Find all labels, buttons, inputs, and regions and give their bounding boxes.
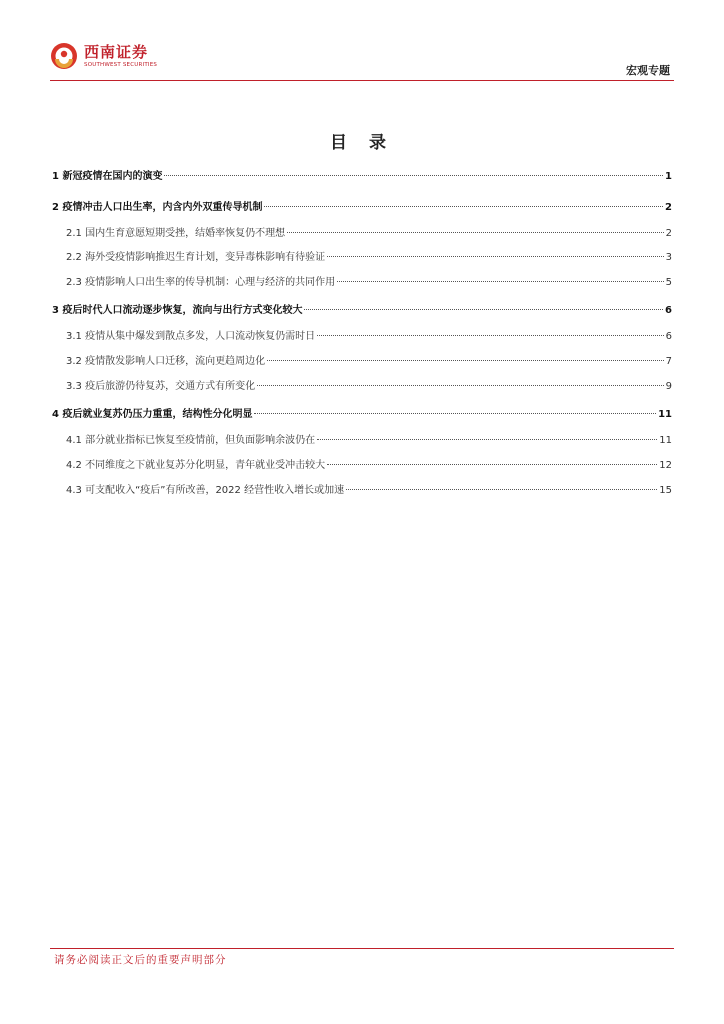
toc-page-number: 5	[665, 277, 672, 288]
toc-page-number: 2	[665, 202, 672, 213]
toc-entry-1[interactable]	[52, 170, 672, 184]
toc-entry-text: 4.2 不同维度之下就业复苏分化明显，青年就业受冲击较大	[66, 460, 326, 471]
toc-page-number: 3	[665, 252, 672, 263]
toc-entry-4[interactable]	[52, 408, 672, 422]
toc-leader-dots	[327, 464, 657, 465]
toc-page-number: 7	[665, 356, 672, 367]
toc-entry-text: 3 疫后时代人口流动逐步恢复，流向与出行方式变化较大	[52, 305, 303, 316]
toc-leader-dots	[267, 360, 664, 361]
toc-leader-dots	[346, 489, 657, 490]
toc-entry-text: 1 新冠疫情在国内的演变	[52, 171, 163, 182]
toc-leader-dots	[287, 232, 664, 233]
toc-entry-text: 3.3 疫后旅游仍待复苏，交通方式有所变化	[66, 381, 256, 392]
toc-leader-dots	[254, 413, 656, 414]
toc-leader-dots	[317, 335, 664, 336]
toc-leader-dots	[317, 439, 657, 440]
toc-page-number: 6	[665, 305, 672, 316]
toc-leader-dots	[257, 385, 664, 386]
section-label: 宏观专题	[626, 64, 670, 77]
toc-entry-3-1[interactable]	[66, 330, 672, 344]
toc-entry-4-3[interactable]	[66, 484, 672, 498]
toc-leader-dots	[304, 309, 663, 310]
toc-entry-2-1[interactable]	[66, 227, 672, 241]
toc-leader-dots	[164, 175, 663, 176]
toc-entry-2-3[interactable]	[66, 276, 672, 290]
toc-entry-text: 2.1 国内生育意愿短期受挫，结婚率恢复仍不理想	[66, 228, 286, 239]
page-header	[50, 40, 674, 82]
toc-entry-2[interactable]	[52, 201, 672, 215]
toc-entry-2-2[interactable]	[66, 251, 672, 265]
toc-entry-4-1[interactable]	[66, 434, 672, 448]
toc-entry-text: 2.3 疫情影响人口出生率的传导机制：心理与经济的共同作用	[66, 277, 336, 288]
toc-page-number: 15	[659, 485, 672, 496]
toc-leader-dots	[264, 206, 663, 207]
toc-page-number: 1	[665, 171, 672, 182]
logo-english-name: SOUTHWEST SECURITIES	[84, 61, 158, 68]
toc-title: 目 录	[330, 133, 394, 153]
toc-page-number: 11	[658, 409, 672, 420]
toc-leader-dots	[337, 281, 664, 282]
toc-entry-text: 4.1 部分就业指标已恢复至疫情前，但负面影响余波仍在	[66, 435, 316, 446]
footer-disclaimer: 请务必阅读正文后的重要声明部分	[54, 954, 227, 966]
toc-page-number: 11	[659, 435, 672, 446]
toc-entry-text: 3.2 疫情散发影响人口迁移，流向更趋周边化	[66, 356, 266, 367]
toc-entry-3-3[interactable]	[66, 380, 672, 394]
toc-entry-text: 3.1 疫情从集中爆发到散点多发，人口流动恢复仍需时日	[66, 331, 316, 342]
toc-entry-3-2[interactable]	[66, 355, 672, 369]
toc-entry-text: 2 疫情冲击人口出生率，内含内外双重传导机制	[52, 202, 263, 213]
company-logo	[50, 42, 157, 70]
logo-icon	[50, 42, 78, 70]
logo-chinese-name: 西南证券	[84, 42, 149, 61]
toc-page-number: 6	[665, 331, 672, 342]
toc-entry-text: 2.2 海外受疫情影响推迟生育计划，变异毒株影响有待验证	[66, 252, 326, 263]
toc-page-number: 9	[665, 381, 672, 392]
header-divider	[50, 80, 674, 81]
toc-page-number: 12	[659, 460, 672, 471]
toc-entry-4-2[interactable]	[66, 459, 672, 473]
toc-page-number: 2	[665, 228, 672, 239]
toc-entry-text: 4.3 可支配收入“疫后”有所改善，2022 经营性收入增长或加速	[66, 485, 345, 496]
toc-leader-dots	[327, 256, 664, 257]
toc-entry-text: 4 疫后就业复苏仍压力重重，结构性分化明显	[52, 409, 253, 420]
footer-divider	[50, 948, 674, 949]
toc-entry-3[interactable]	[52, 304, 672, 318]
